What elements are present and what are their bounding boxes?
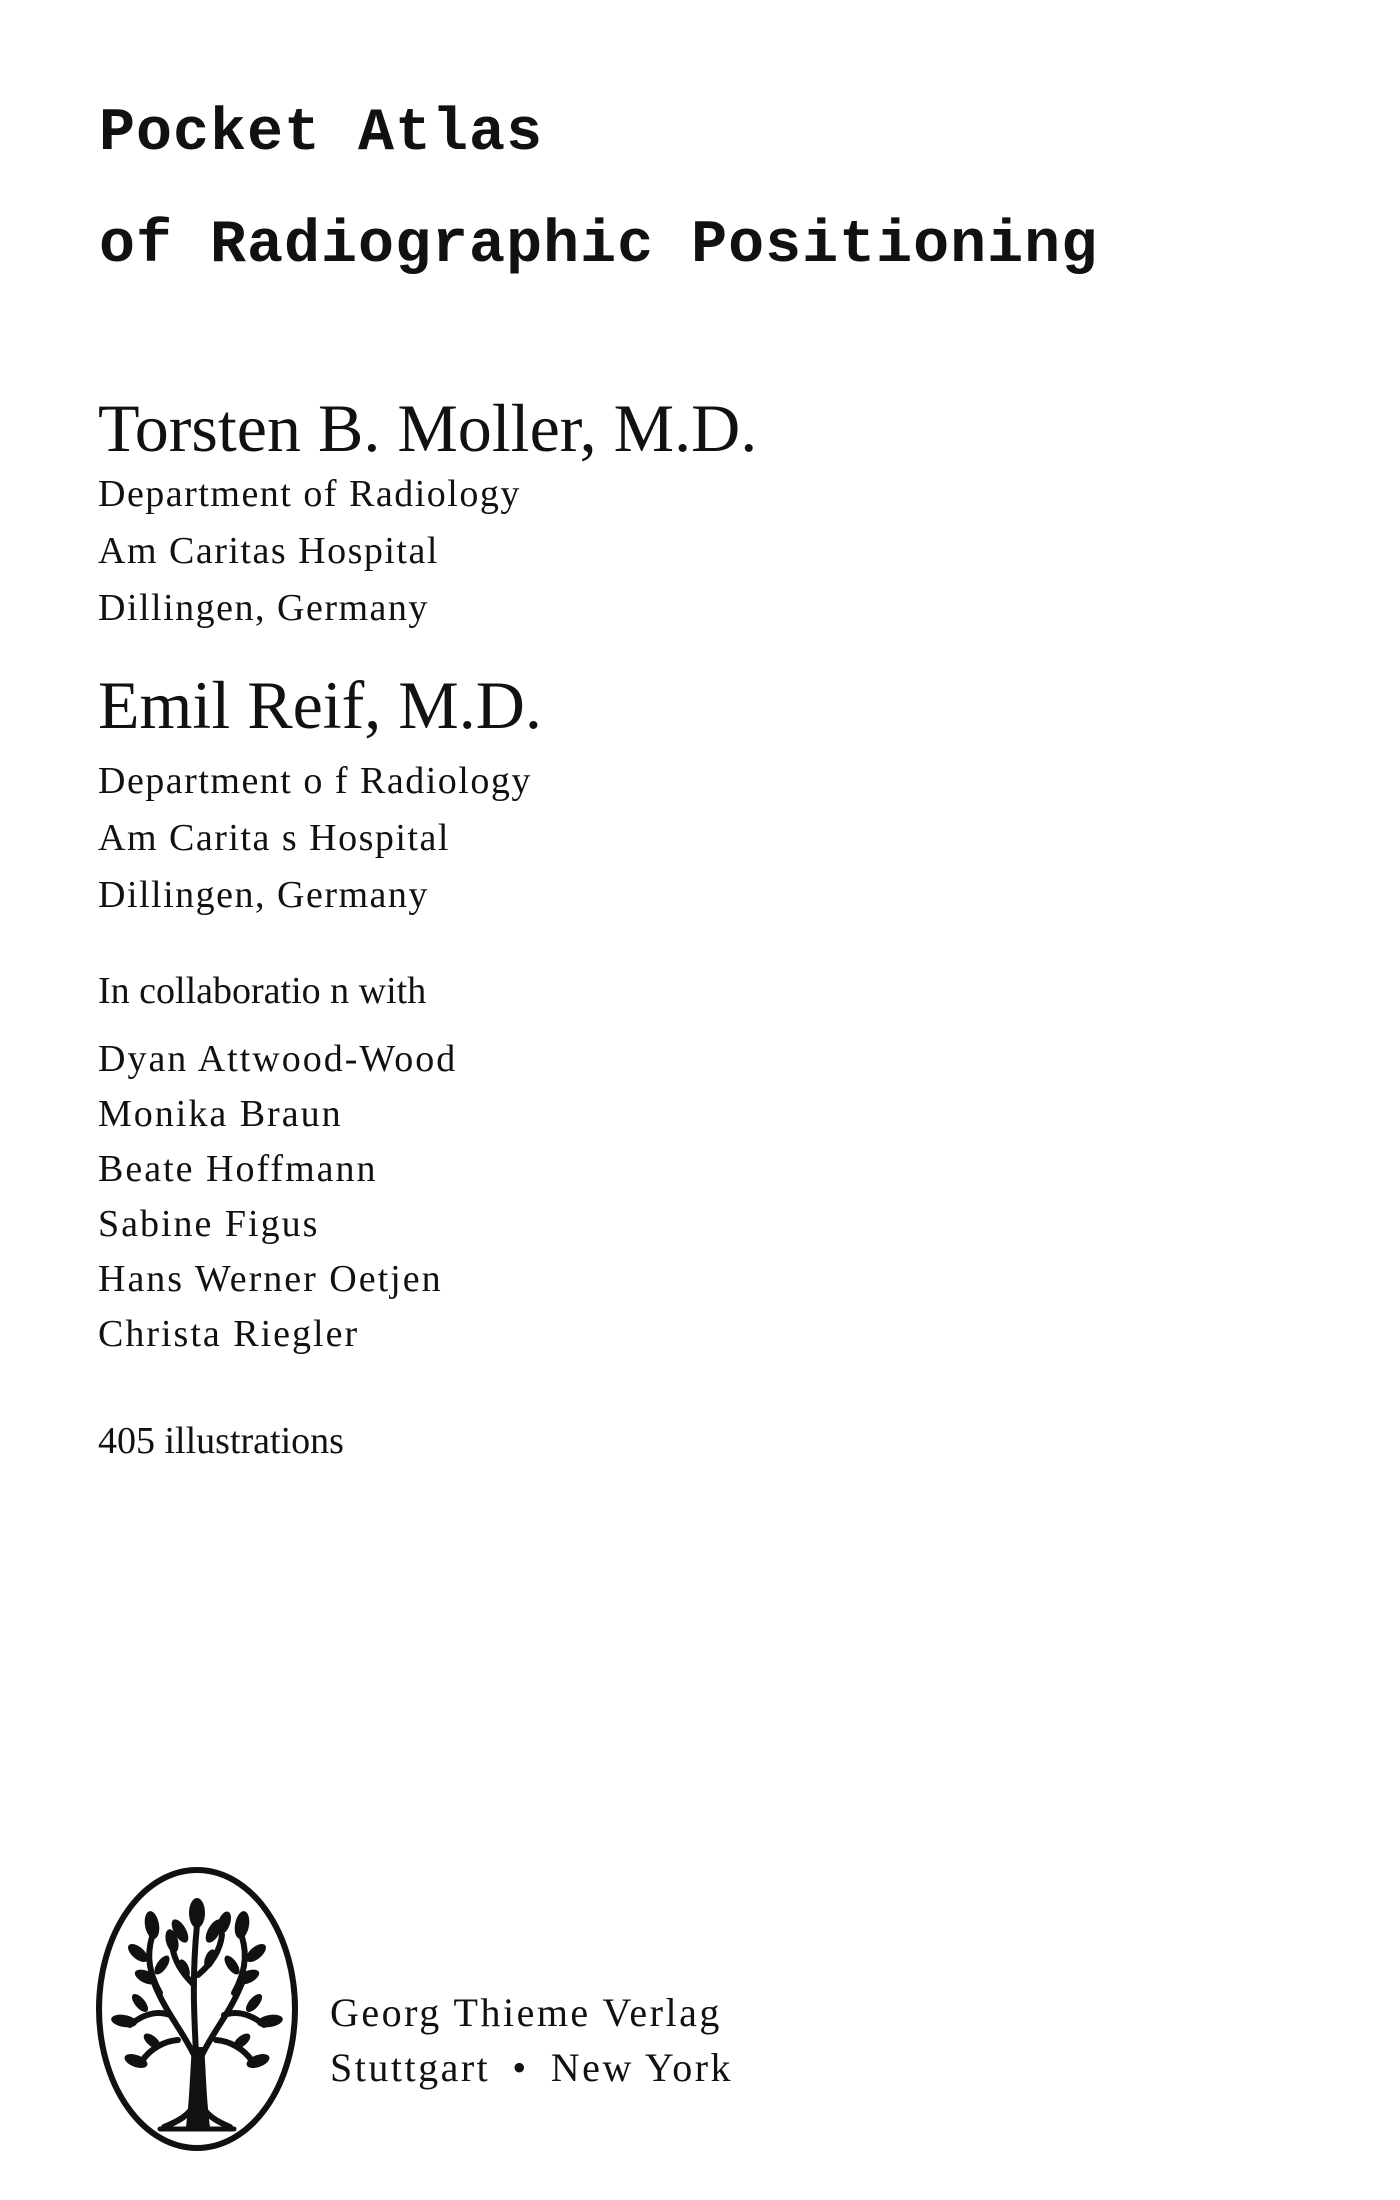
collaborator-name: Sabine Figus xyxy=(98,1203,320,1245)
collaborator-name: Monika Braun xyxy=(98,1093,343,1135)
publisher-cities xyxy=(330,2040,733,2095)
collaborator-name: Dyan Attwood-Wood xyxy=(98,1038,458,1080)
publisher-name: Georg Thieme Verlag xyxy=(330,1990,722,2035)
collaborator-name: Hans Werner Oetjen xyxy=(98,1258,443,1300)
publisher-block xyxy=(330,1985,733,2095)
collaborator-list xyxy=(98,1032,457,1362)
book-title-line-1: Pocket Atlas xyxy=(99,100,544,168)
book-title-line-2: of Radiographic Positioning xyxy=(99,212,1099,280)
publisher-city-new-york: New York xyxy=(550,2045,734,2090)
illustration-count: 405 illustrations xyxy=(98,1420,344,1462)
affiliation-line: Am Caritas Hospital xyxy=(98,530,439,572)
affiliation-line: Am Carita s Hospital xyxy=(98,817,450,859)
author-affiliation-moller xyxy=(98,466,521,637)
collaborator-name: Christa Riegler xyxy=(98,1313,360,1355)
collaboration-intro: In collaboratio n with xyxy=(98,970,427,1012)
author-affiliation-reif xyxy=(98,753,532,924)
affiliation-line: Dillingen, Germany xyxy=(98,874,429,916)
affiliation-line: Dillingen, Germany xyxy=(98,587,429,629)
book-title xyxy=(99,78,1098,302)
author-name-reif: Emil Reif, M.D. xyxy=(98,667,542,743)
author-name-moller: Torsten B. Moller, M.D. xyxy=(98,390,758,466)
publisher-city-stuttgart: Stuttgart xyxy=(330,2045,491,2090)
collaborator-name: Beate Hoffmann xyxy=(98,1148,378,1190)
affiliation-line: Department o f Radiology xyxy=(98,760,532,802)
bullet-separator: • xyxy=(512,2045,529,2090)
tree-in-oval-icon xyxy=(94,1865,300,2153)
affiliation-line: Department of Radiology xyxy=(98,473,521,515)
